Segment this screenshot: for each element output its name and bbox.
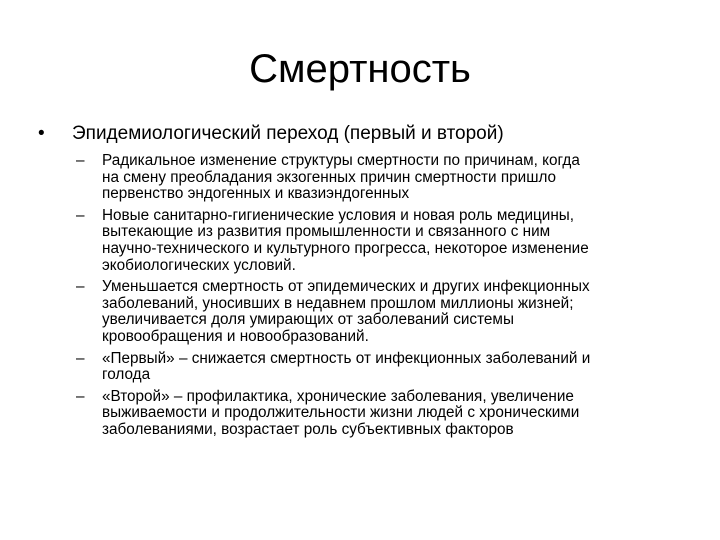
sub-bullet-line: «Второй» – профилактика, хронические заболевания, увеличение [102,387,574,405]
dash-marker: – [76,387,85,405]
sub-bullet-line: Радикальное изменение структуры смертности по причинам, когда [102,152,580,169]
sub-bullet-line: научно-технического и культурного прогресса, некоторое изменение [102,239,589,257]
slide-title: Смертность [249,47,471,91]
sub-bullet-line: выживаемости и продолжительности жизни людей с хроническими [102,404,580,422]
dash-marker: – [76,206,85,224]
sub-bullet-line: вытекающие из развития промышленности и связанного с ним [102,223,551,241]
sub-bullet-line: увеличивается доля умирающих от заболеваний системы [102,311,514,329]
sub-bullet-list [76,153,696,444]
sub-bullet-line: заболеваниями, возрастает роль субъективных факторов [102,420,514,438]
sub-bullet-line: Уменьшается смертность от эпидемических и других инфекционных [102,278,590,296]
sub-bullet-line: «Первый» – снижается смертность от инфекционных заболеваний и [102,349,591,367]
sub-bullet-line: Новые санитарно-гигиенические условия и новая роль медицины, [102,206,575,224]
sub-bullet-item [76,389,696,439]
sub-bullet-item [76,279,696,345]
sub-bullet-line: кровообращения и новообразований. [102,327,369,345]
bullet-marker: • [38,123,45,144]
sub-bullet-line: на смену преобладания экзогенных причин смертности пришло [102,168,557,186]
dash-marker: – [76,278,85,296]
sub-bullet-line: голода [102,366,151,384]
dash-marker: – [76,152,85,169]
sub-bullet-item [76,208,696,274]
dash-marker: – [76,349,85,367]
main-bullet-text: Эпидемиологический переход (первый и второй) [72,123,504,144]
sub-bullet-line: первенство эндогенных и квазиэндогенных [102,185,410,203]
sub-bullet-item [76,153,696,203]
sub-bullet-item [76,351,696,384]
sub-bullet-line: экобиологических условий. [102,256,296,274]
sub-bullet-line: заболеваний, уносивших в недавнем прошлом миллионы жизней; [102,294,574,312]
